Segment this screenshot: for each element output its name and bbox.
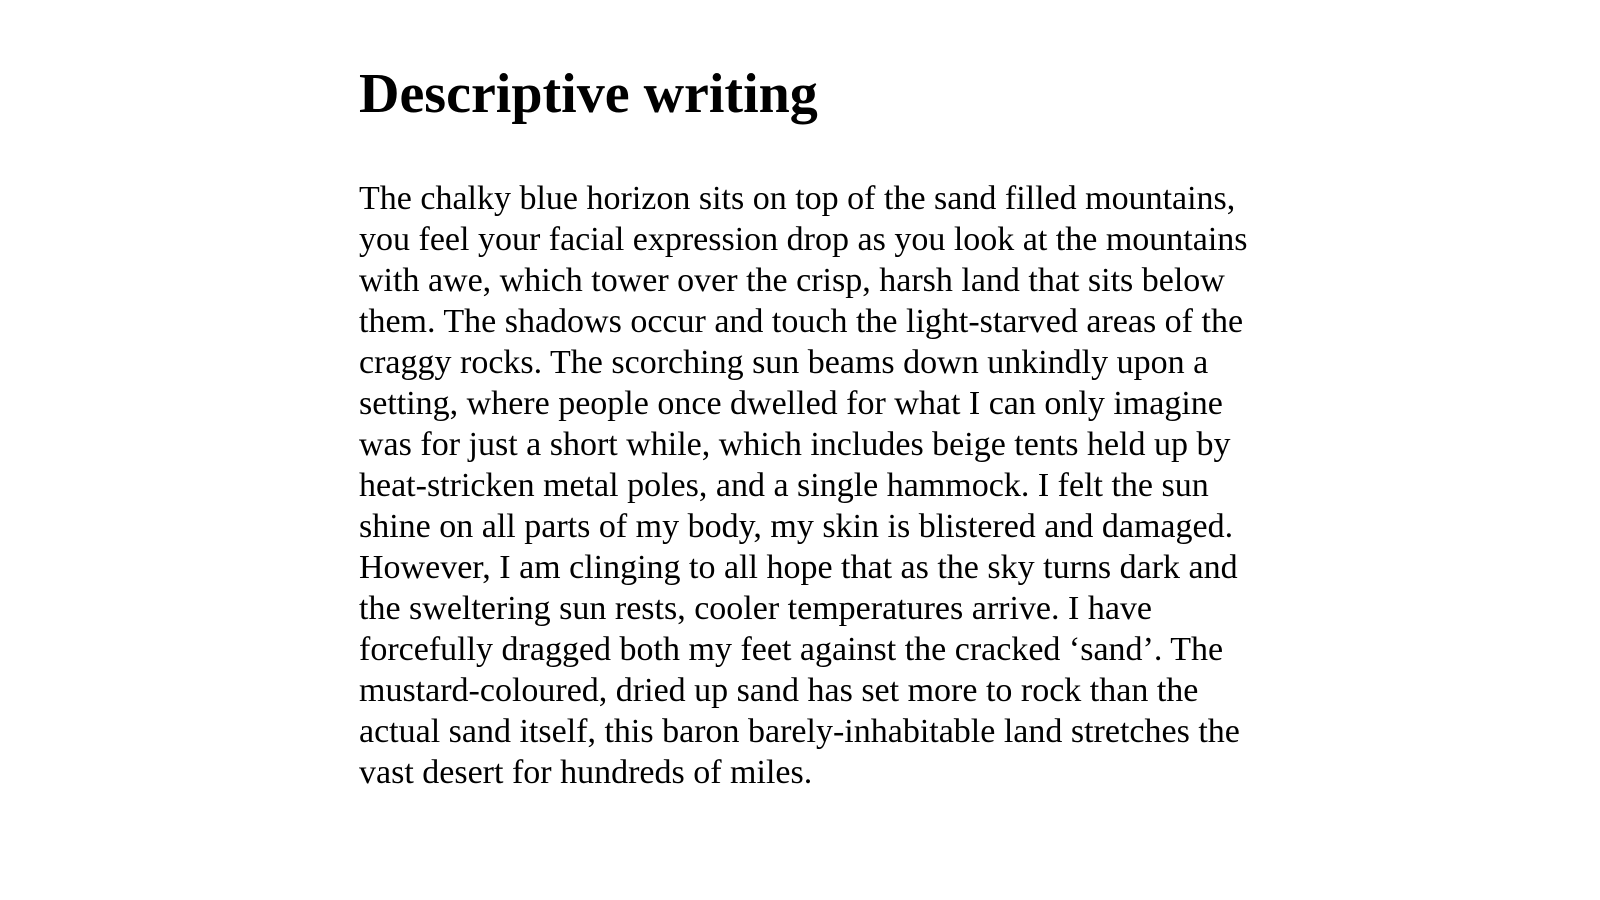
body-line: However, I am clinging to all hope that as the sky turns dark and bbox=[359, 549, 1238, 586]
body-line: vast desert for hundreds of miles. bbox=[359, 754, 813, 791]
body-line: actual sand itself, this baron barely-inhabitable land stretches the bbox=[359, 713, 1240, 750]
body-line: craggy rocks. The scorching sun beams down unkindly upon a bbox=[359, 344, 1209, 381]
body-line: the sweltering sun rests, cooler temperatures arrive. I have bbox=[359, 590, 1153, 627]
body-line: The chalky blue horizon sits on top of the sand filled mountains, bbox=[359, 180, 1236, 217]
slide-title: Descriptive writing bbox=[359, 63, 818, 125]
body-line: with awe, which tower over the crisp, harsh land that sits below bbox=[359, 262, 1225, 299]
body-line: them. The shadows occur and touch the light-starved areas of the bbox=[359, 303, 1244, 340]
body-paragraph bbox=[359, 178, 1319, 793]
body-line: shine on all parts of my body, my skin is blistered and damaged. bbox=[359, 508, 1234, 545]
body-line: setting, where people once dwelled for what I can only imagine bbox=[359, 385, 1223, 422]
body-line: was for just a short while, which includes beige tents held up by bbox=[359, 426, 1231, 463]
body-line: you feel your facial expression drop as you look at the mountains bbox=[359, 221, 1248, 258]
body-line: forcefully dragged both my feet against the cracked ‘sand’. The bbox=[359, 631, 1224, 668]
body-line: heat-stricken metal poles, and a single hammock. I felt the sun bbox=[359, 467, 1209, 504]
body-line: mustard-coloured, dried up sand has set more to rock than the bbox=[359, 672, 1199, 709]
